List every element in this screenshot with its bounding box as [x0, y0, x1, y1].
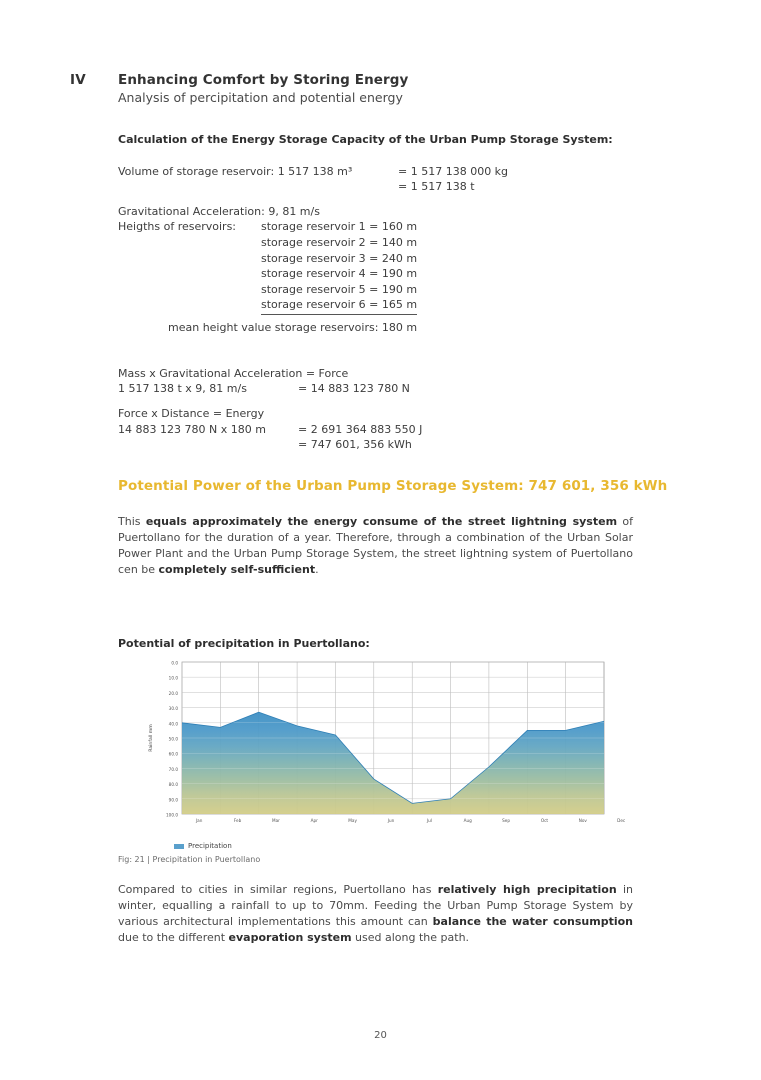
energy-spacer: [118, 437, 298, 453]
svg-text:100.0: 100.0: [166, 812, 178, 818]
paragraph-energy-consume: [118, 514, 633, 578]
chart-legend: [174, 842, 232, 850]
svg-text:60.0: 60.0: [168, 751, 178, 757]
force-input: 1 517 138 t x 9, 81 m/s: [118, 382, 247, 396]
volume-spacer: [118, 179, 398, 195]
svg-text:50.0: 50.0: [168, 736, 178, 742]
p1-text-2: of Puertollano for the duration of a year. Therefore, through a combination of the Urban Solar Power Plant and the Urban Pump Storage System, the street lightning system of Puertollano cen be: [118, 515, 633, 576]
svg-text:70.0: 70.0: [168, 766, 178, 772]
svg-text:30.0: 30.0: [168, 706, 178, 712]
svg-text:Oct: Oct: [540, 818, 549, 823]
volume-row: [118, 164, 638, 180]
paragraph-precipitation: [118, 882, 633, 946]
spacer-2: [118, 336, 638, 366]
chapter-title-row: [70, 72, 670, 88]
p2-bold-3: evaporation system: [228, 930, 352, 944]
svg-text:Nov: Nov: [578, 818, 587, 823]
reservoir-6: storage reservoir 6 = 165 m: [261, 297, 417, 315]
p2-bold-1: relatively high precipitation: [437, 883, 617, 896]
p2-bold-2: balance the water consumption: [432, 914, 633, 928]
potential-power-highlight: Potential Power of the Urban Pump Storage System: 747 601, 356 kWh: [118, 478, 668, 494]
energy-result-2: = 747 601, 356 kWh: [298, 438, 412, 452]
svg-text:10.0: 10.0: [168, 675, 178, 681]
p1-bold-1: equals approximately the energy consume of the street lightning system: [145, 515, 618, 528]
mean-height-label: mean height value storage reservoirs: 180 m: [168, 321, 418, 335]
svg-text:40.0: 40.0: [168, 721, 178, 727]
svg-text:May: May: [348, 818, 357, 823]
precipitation-chart: [142, 656, 626, 836]
p2-text-4: used along the path.: [351, 930, 470, 944]
page-number: 20: [374, 1030, 387, 1041]
chapter-subtitle: Analysis of percipitation and potential energy: [118, 90, 403, 105]
volume-result-1: = 1 517 138 000 kg: [398, 164, 509, 178]
reservoir-2: storage reservoir 2 = 140 m: [261, 236, 418, 250]
legend-label-precipitation: Precipitation: [188, 842, 232, 850]
svg-text:Sep: Sep: [502, 818, 511, 823]
p1-text-1: This: [118, 515, 146, 528]
reservoir-4: storage reservoir 4 = 190 m: [261, 267, 418, 281]
reservoir-1: storage reservoir 1 = 160 m: [261, 220, 418, 234]
svg-text:Aug: Aug: [463, 818, 472, 823]
heights-row: [118, 219, 638, 235]
heights-label: Heigths of reservoirs:: [118, 220, 237, 234]
legend-swatch-precipitation: [174, 844, 184, 849]
svg-text:0.0: 0.0: [171, 660, 178, 666]
svg-text:80.0: 80.0: [168, 782, 178, 788]
spacer-1: [118, 195, 638, 204]
energy-formula: Force x Distance = Energy: [118, 406, 265, 420]
chapter-header: [70, 72, 670, 105]
page-title: Enhancing Comfort by Storing Energy: [118, 72, 409, 88]
p2-text-1: Compared to cities in similar regions, Puertollano has: [118, 883, 438, 896]
volume-result-2: = 1 517 138 t: [398, 180, 475, 194]
svg-text:20.0: 20.0: [168, 690, 178, 696]
svg-text:Jul: Jul: [426, 818, 432, 823]
chart-svg: [142, 656, 626, 836]
volume-label: Volume of storage reservoir: 1 517 138 m³: [118, 164, 353, 178]
svg-text:Apr: Apr: [310, 818, 318, 823]
p2-text-3: due to the different: [118, 930, 229, 944]
force-formula: Mass x Gravitational Acceleration = Force: [118, 366, 349, 380]
force-result: = 14 883 123 780 N: [298, 382, 410, 396]
energy-input: 14 883 123 780 N x 180 m: [118, 422, 266, 436]
p1-bold-2: completely self-sufficient: [158, 562, 316, 576]
svg-text:Rainfall mm: Rainfall mm: [149, 724, 154, 752]
spacer-3: [118, 397, 638, 406]
svg-text:Dec: Dec: [617, 818, 626, 823]
svg-text:Jun: Jun: [387, 818, 395, 823]
svg-text:Mar: Mar: [271, 818, 280, 823]
chapter-number: IV: [70, 72, 86, 88]
energy-row-2: [118, 437, 638, 453]
volume-row-2: [118, 179, 638, 195]
force-row: [118, 381, 638, 397]
reservoir-6-wrap: [118, 297, 638, 315]
p2-text-2: in winter, equalling a rainfall to up to 70mm. Feeding the Urban Pump Storage System by various architectural implementations this amount can: [118, 883, 633, 928]
chart-section-title: Potential of precipitation in Puertollano:: [118, 637, 370, 650]
svg-text:Feb: Feb: [233, 818, 242, 823]
p1-text-3: .: [315, 562, 319, 576]
energy-row: [118, 422, 638, 438]
svg-text:90.0: 90.0: [168, 797, 178, 803]
figure-caption: Fig: 21 | Precipitation in Puertollano: [118, 855, 261, 864]
reservoir-3: storage reservoir 3 = 240 m: [261, 251, 418, 265]
calculation-block: [118, 132, 638, 453]
energy-result-1: = 2 691 364 883 550 J: [298, 422, 423, 436]
reservoir-5: storage reservoir 5 = 190 m: [261, 282, 418, 296]
svg-text:Jan: Jan: [195, 818, 203, 823]
calculation-title: Calculation of the Energy Storage Capacity of the Urban Pump Storage System:: [118, 133, 613, 146]
gravity-label: Gravitational Acceleration: 9, 81 m/s: [118, 204, 320, 218]
